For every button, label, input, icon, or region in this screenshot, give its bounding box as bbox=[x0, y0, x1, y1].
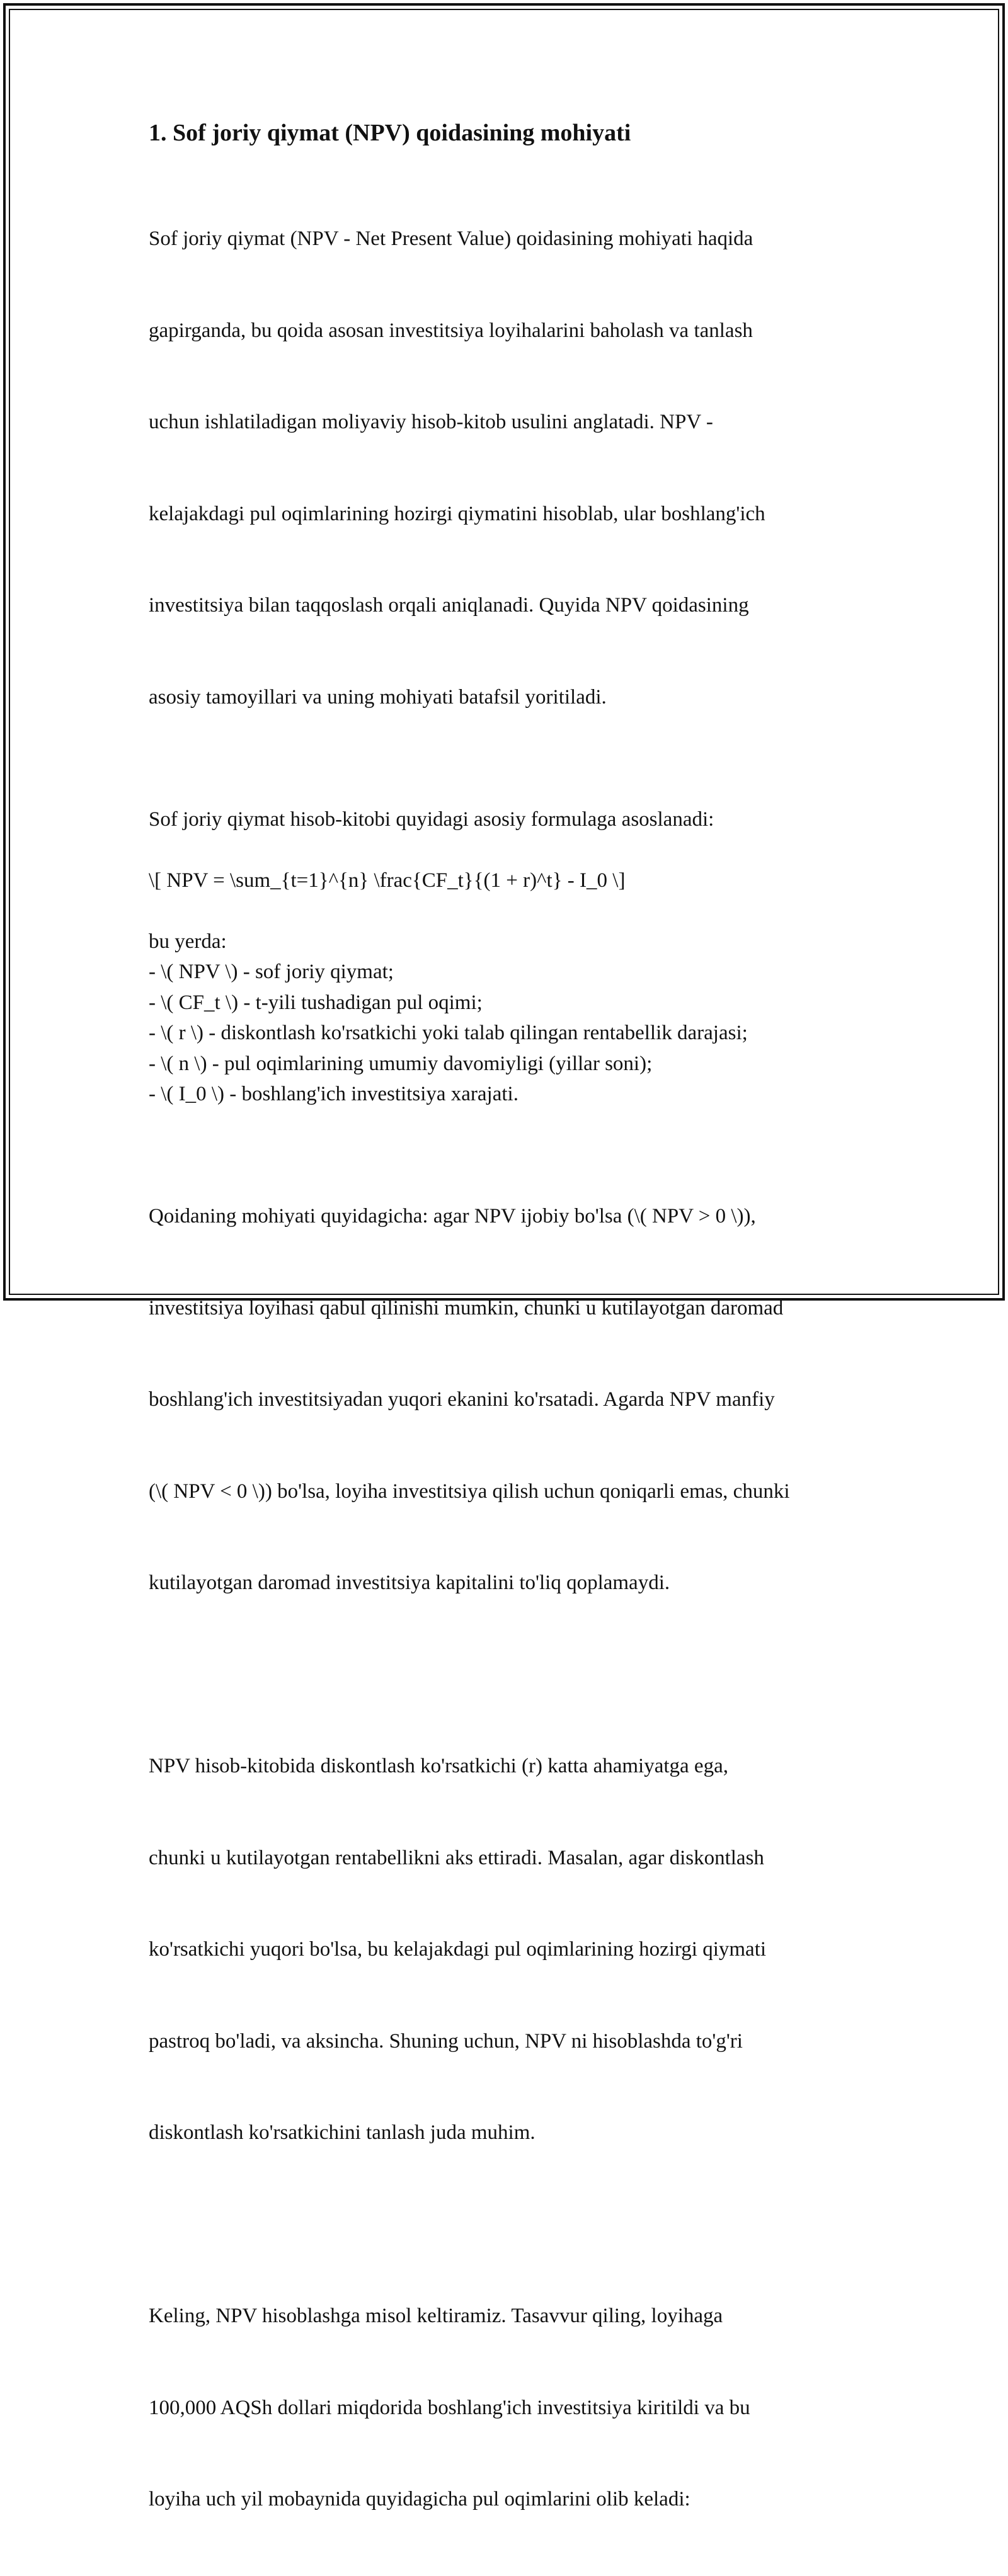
text-line: Qoidaning mohiyati quyidagicha: agar NPV ijobiy bo'lsa (\( NPV > 0 \)), bbox=[149, 1205, 756, 1228]
text-line: pastroq bo'ladi, va aksincha. Shuning uchun, NPV ni hisoblashda to'g'ri bbox=[149, 2029, 743, 2053]
definition-item: - \( CF_t \) - t-yili tushadigan pul oqimi; bbox=[149, 991, 483, 1014]
text-line: diskontlash ko'rsatkichini tanlash juda muhim. bbox=[149, 2121, 536, 2144]
blank-line bbox=[149, 896, 873, 926]
formula-intro: Sof joriy qiymat hisob-kitobi quyidagi asosiy formulaga asoslanadi: bbox=[149, 807, 714, 831]
text-line: NPV hisob-kitobida diskontlash ko'rsatkichi (r) katta ahamiyatga ega, bbox=[149, 1755, 728, 1777]
text-line: Keling, NPV hisoblashga misol keltiramiz. Tasavvur qiling, loyihaga bbox=[149, 2305, 723, 2327]
blank-line bbox=[149, 1660, 873, 1690]
section-heading: 1. Sof joriy qiymat (NPV) qoidasining mohiyati bbox=[149, 120, 631, 146]
document-body bbox=[149, 117, 873, 2576]
text-line: chunki u kutilayotgan rentabellikni aks ettiradi. Masalan, agar diskontlash bbox=[149, 1846, 764, 1869]
text-line: investitsiya bilan taqqoslash orqali aniqlanadi. Quyida NPV qoidasining bbox=[149, 594, 749, 617]
definition-item: - \( r \) - diskontlash ko'rsatkichi yoki talab qilingan rentabellik darajasi; bbox=[149, 1022, 748, 1044]
text-line: 100,000 AQSh dollari miqdorida boshlang'ich investitsiya kiritildi va bu bbox=[149, 2396, 750, 2419]
text-line: kelajakdagi pul oqimlarining hozirgi qiymatini hisoblab, ular boshlang'ich bbox=[149, 502, 765, 525]
text-line: uchun ishlatiladigan moliyaviy hisob-kitob usulini anglatadi. NPV - bbox=[149, 411, 713, 433]
text-line: asosiy tamoyillari va uning mohiyati batafsil yoritiladi. bbox=[149, 685, 607, 709]
definition-item: - \( I_0 \) - boshlang'ich investitsiya xarajati. bbox=[149, 1083, 518, 1105]
example-paragraph bbox=[149, 2240, 873, 2576]
text-line: (\( NPV < 0 \)) bo'lsa, loyiha investitsiya qilish uchun qoniqarli emas, chunki bbox=[149, 1479, 790, 1503]
blank-line bbox=[149, 2209, 873, 2240]
text-line: gapirganda, bu qoida asosan investitsiya loyihalarini baholash va tanlash bbox=[149, 319, 753, 342]
blank-line bbox=[149, 1110, 873, 1141]
definition-item: - \( NPV \) - sof joriy qiymat; bbox=[149, 960, 394, 983]
blank-line bbox=[149, 835, 873, 865]
text-line: Sof joriy qiymat (NPV - Net Present Value) qoidasining mohiyati haqida bbox=[149, 227, 753, 250]
where-label: bu yerda: bbox=[149, 930, 227, 953]
text-line: kutilayotgan daromad investitsiya kapitalini to'liq qoplamaydi. bbox=[149, 1571, 670, 1594]
intro-paragraph bbox=[149, 162, 873, 773]
text-line: loyiha uch yil mobaynida quyidagicha pul oqimlarini olib keladi: bbox=[149, 2488, 690, 2510]
rule-paragraph bbox=[149, 1140, 873, 1660]
text-line: boshlang'ich investitsiyadan yuqori ekanini ko'rsatadi. Agarda NPV manfiy bbox=[149, 1388, 775, 1411]
definition-item: - \( n \) - pul oqimlarining umumiy davomiyligi (yillar soni); bbox=[149, 1052, 653, 1075]
npv-formula: \[ NPV = \sum_{t=1}^{n} \frac{CF_t}{(1 + r)^t} - I_0 \] bbox=[149, 869, 626, 892]
text-line: ko'rsatkichi yuqori bo'lsa, bu kelajakdagi pul oqimlarining hozirgi qiymati bbox=[149, 1938, 767, 1961]
discount-paragraph bbox=[149, 1690, 873, 2209]
blank-line bbox=[149, 773, 873, 804]
text-line: investitsiya loyihasi qabul qilinishi mumkin, chunki u kutilayotgan daromad bbox=[149, 1296, 784, 1319]
definition-list bbox=[149, 957, 873, 1110]
